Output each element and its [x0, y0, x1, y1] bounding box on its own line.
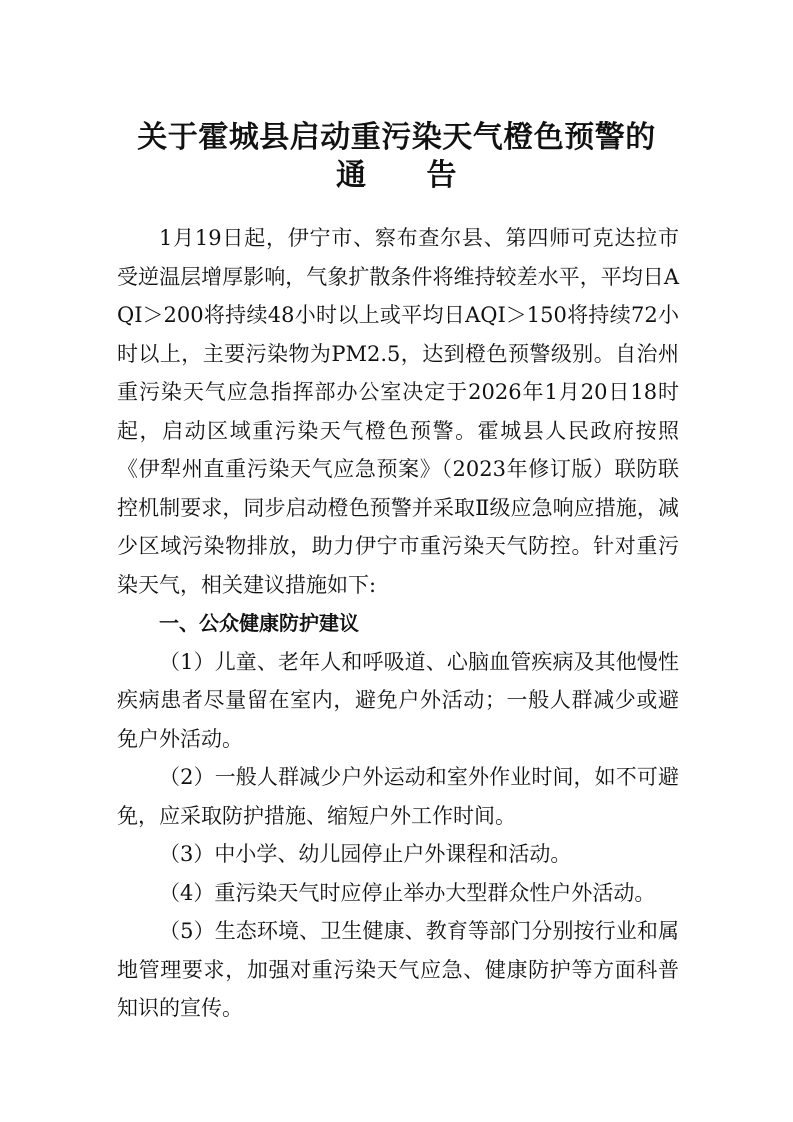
notice-title-line-2 [0, 156, 793, 196]
notice-title-char-2: 告 [426, 158, 457, 193]
list-item: （4）重污染天气时应停止举办大型群众性户外活动。 [159, 880, 656, 905]
notice-body [117, 219, 679, 1028]
notice-title-line-1: 关于霍城县启动重污染天气橙色预警的 [137, 120, 656, 155]
notice-title-char-1: 通 [336, 158, 367, 193]
list-item: （5）生态环境、卫生健康、教育等部门分别按行业和属地管理要求，加强对重污染天气应急、健康防护等方面科普知识的宣传。 [117, 919, 679, 1020]
list-item: （1）儿童、老年人和呼吸道、心脑血管疾病及其他慢性疾病患者尽量留在室内，避免户外活动；一般人群减少或避免户外活动。 [117, 649, 679, 751]
list-item: （2）一般人群减少户外运动和室外作业时间，如不可避免，应采取防护措施、缩短户外工作时间。 [117, 765, 679, 828]
list-item: （3）中小学、幼儿园停止户外课程和活动。 [159, 842, 572, 866]
intro-paragraph: 1月19日起，伊宁市、察布查尔县、第四师可克达拉市受逆温层增厚影响，气象扩散条件将维持较差水平，平均日AQI＞200将持续48小时以上或平均日AQI＞150将持续72小时以上，主要污染物为PM2.5，达到橙色预警级别。自治州重污染天气应急指挥部办公室决定于2026年1月20日18时起，启动区域重污染天气橙色预警。霍城县人民政府按照《伊犁州直重污染天气应急预案》（2023年修订版）联防联控机制要求，同步启动橙色预警并采取Ⅱ级应急响应措施，减少区域污染物排放，助力伊宁市重污染天气防控。针对重污染天气，相关建议措施如下: [117, 226, 679, 597]
section-heading-public-health: 一、公众健康防护建议 [159, 611, 359, 635]
